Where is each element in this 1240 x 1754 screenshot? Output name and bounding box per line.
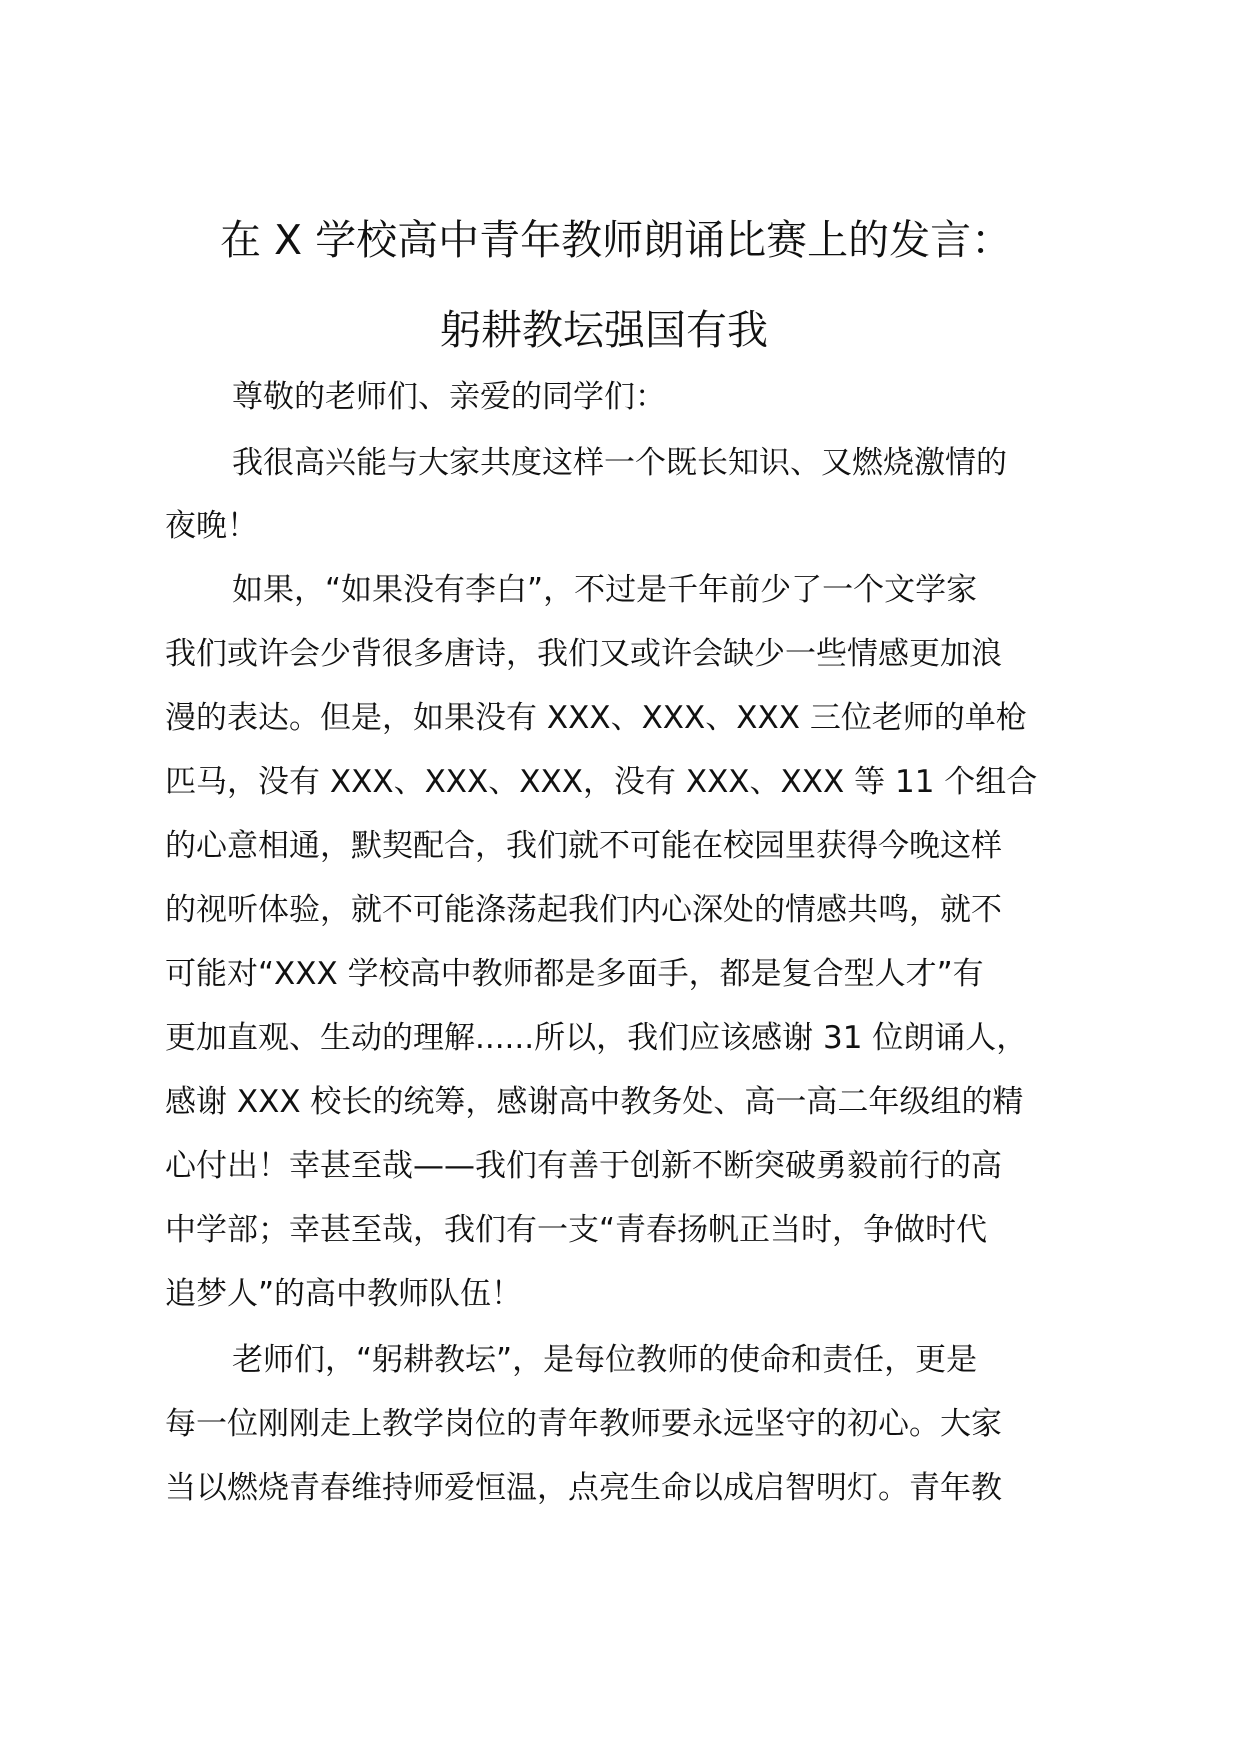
body-line: 我们或许会少背很多唐诗，我们又或许会缺少一些情感更加浪 — [165, 636, 1002, 672]
body-line: 更加直观、生动的理解......所以，我们应该感谢 31 位朗诵人， — [165, 1020, 1028, 1056]
body-line: 漫的表达。但是，如果没有 XXX、XXX、XXX 三位老师的单枪 — [165, 700, 1027, 736]
body-line: 匹马，没有 XXX、XXX、XXX，没有 XXX、XXX 等 11 个组合 — [165, 764, 1038, 800]
body-line: 当以燃烧青春维持师爱恒温，点亮生命以成启智明灯。青年教 — [165, 1470, 1002, 1506]
body-line: 我很高兴能与大家共度这样一个既长知识、又燃烧激情的 — [232, 445, 1007, 481]
body-line: 中学部；幸甚至哉，我们有一支“青春扬帆正当时，争做时代 — [165, 1212, 988, 1248]
body-line: 的视听体验，就不可能涤荡起我们内心深处的情感共鸣，就不 — [165, 892, 1002, 928]
body-line: 如果，“如果没有李白”，不过是千年前少了一个文学家 — [232, 572, 978, 608]
salutation: 尊敬的老师们、亲爱的同学们： — [232, 379, 666, 415]
body-line: 可能对“XXX 学校高中教师都是多面手，都是复合型人才”有 — [165, 956, 984, 992]
body-line: 的心意相通，默契配合，我们就不可能在校园里获得今晚这样 — [165, 828, 1002, 864]
body-line: 每一位刚刚走上教学岗位的青年教师要永远坚守的初心。大家 — [165, 1406, 1002, 1442]
body-line: 心付出！幸甚至哉——我们有善于创新不断突破勇毅前行的高 — [165, 1148, 1002, 1184]
body-line: 老师们，“躬耕教坛”，是每位教师的使命和责任，更是 — [232, 1342, 978, 1378]
document-title-line2: 躬耕教坛强国有我 — [440, 306, 768, 354]
document-title-line1: 在 X 学校高中青年教师朗诵比赛上的发言： — [220, 216, 1013, 264]
body-line: 感谢 XXX 校长的统筹，感谢高中教务处、高一高二年级组的精 — [165, 1084, 1024, 1120]
body-line: 追梦人”的高中教师队伍！ — [165, 1276, 523, 1312]
body-line: 夜晚！ — [165, 508, 258, 544]
